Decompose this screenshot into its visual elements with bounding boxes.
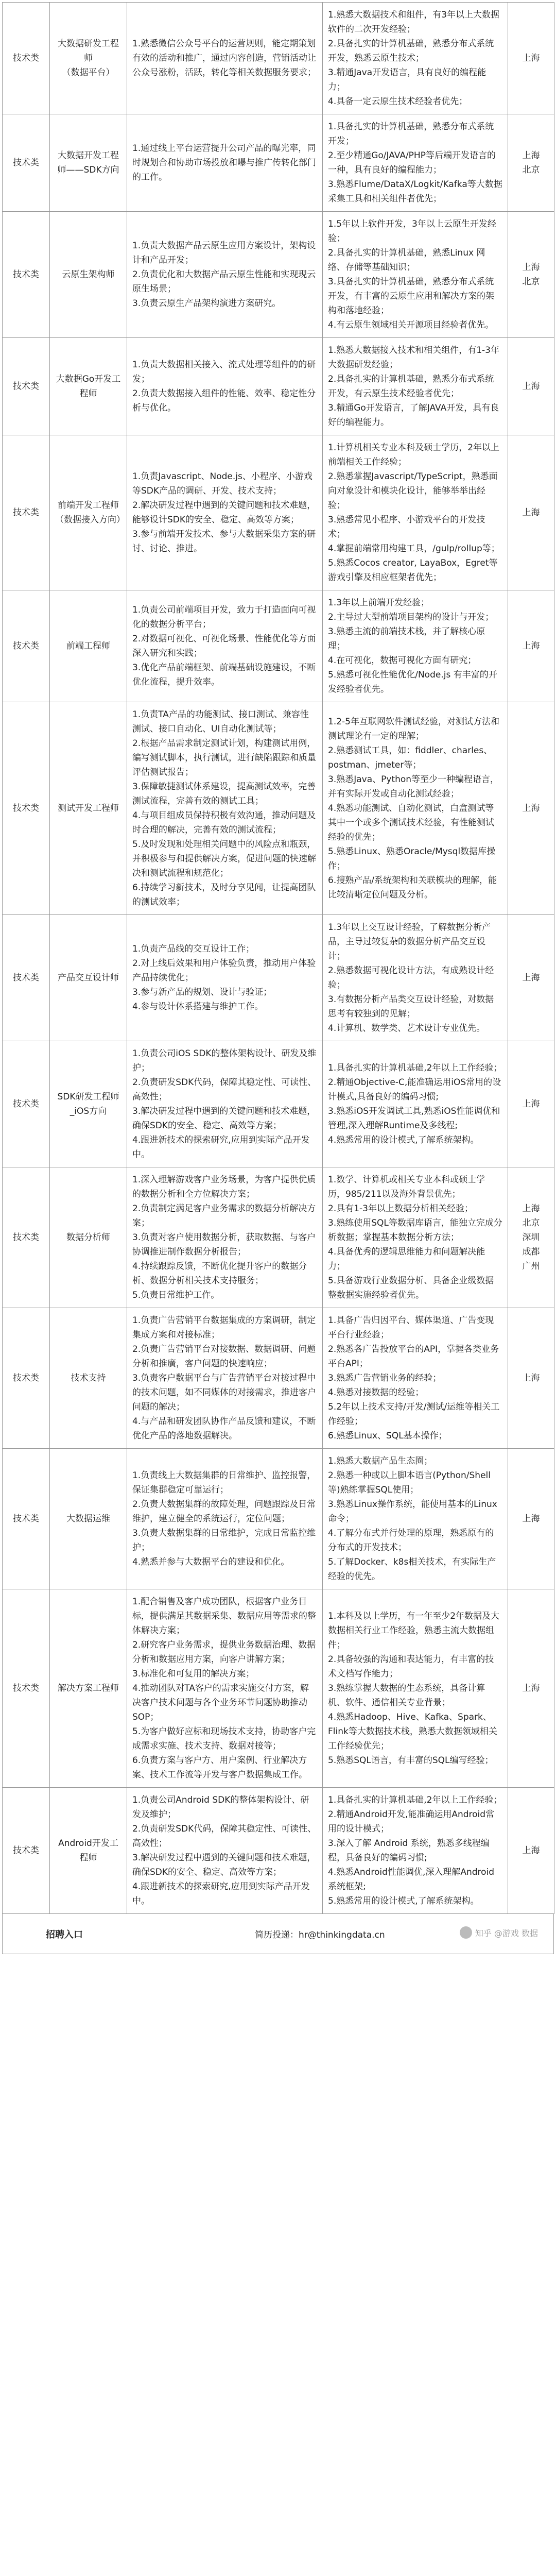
job-location-line: 上海 <box>522 1514 540 1524</box>
job-duty-line: 2.对上线后效果和用户体验负责，推动用户体验产品持续优化； <box>132 958 316 983</box>
job-requirement-line: 4.了解分布式并行处理的原理，熟悉原有的分布式的开发技术； <box>328 1528 494 1553</box>
job-title-cell <box>50 3 127 114</box>
job-location-line: 广州 <box>522 1261 540 1272</box>
job-row <box>3 1589 554 1788</box>
job-category-cell <box>3 338 50 435</box>
job-row <box>3 212 554 338</box>
job-category-cell <box>3 114 50 212</box>
job-duty-line: 3.解决研发过程中遇到的关键问题和技术难题，确保SDK的安全、稳定、高效等方案； <box>132 1853 316 1877</box>
job-requirements-cell <box>323 1788 508 1914</box>
job-duty-line: 2.负责制定满足客户业务需求的数据分析解决方案； <box>132 1204 316 1228</box>
job-duty-line: 2.负责大数据集群的故障处理，问题跟踪及日常维护，建立健全的系统运行，定位问题； <box>132 1499 316 1524</box>
job-requirement-line: 4.熟悉常用的设计模式,了解系统架构。 <box>328 1135 479 1145</box>
job-requirements-cell <box>323 435 508 590</box>
job-title-cell <box>50 212 127 338</box>
job-requirements-cell <box>323 590 508 702</box>
job-duty-line: 3.优化产品前端框架、前端基础设施建设，不断优化流程，提升效率。 <box>132 663 316 687</box>
job-category-cell <box>3 1308 50 1449</box>
job-duty-line: 3.参与前端开发技术、参与大数据采集方案的研讨、讨论、推进。 <box>132 529 316 554</box>
job-duties-cell <box>127 915 323 1041</box>
job-title-line: 解决方案工程师 <box>58 1683 119 1693</box>
job-title-line: 大数据开发工程师——SDK方向 <box>57 150 119 175</box>
job-requirement-line: 1.熟悉大数据接入技术和相关组件，有1-3年大数据研发经验； <box>328 345 499 370</box>
resume-email-text[interactable]: 简历投递：hr@thinkingdata.cn <box>255 1930 385 1940</box>
job-duty-line: 4.熟悉并参与大数据平台的建设和优化。 <box>132 1557 290 1567</box>
job-requirement-line: 2.熟悉掌握Javascript/TypeScript，熟悉面向对象设计和模块化设计，能够举举出经验； <box>328 471 498 511</box>
job-duty-line: 4.与项目组成员保持积极有效沟通，推动问题及时合理的解决，完善有效的测试流程； <box>132 810 316 835</box>
job-requirement-line: 2.具有1-3年以上数据分析相关经验； <box>328 1204 473 1214</box>
job-location-cell <box>508 915 554 1041</box>
job-duty-line: 1.负责公司前端项目开发，致力于打造面向可视化的数据分析平台； <box>132 605 316 630</box>
job-requirement-line: 2.主导过大型前端项目架构的设计与开发； <box>328 612 494 622</box>
job-title-line: （数据接入方向） <box>55 515 125 525</box>
job-requirement-line: 3.熟悉广告营销业务的经验； <box>328 1373 442 1383</box>
job-requirement-line: 1.3年以上交互设计经验，了解数据分析产品，主导过较复杂的数据分析产品交互设计； <box>328 922 491 961</box>
watermark-text: 知乎 @游戏 数据 <box>475 1928 538 1938</box>
job-title-cell <box>50 338 127 435</box>
job-requirement-line: 1.具备广告归因平台、媒体渠道、广告变现平台行业经验； <box>328 1315 494 1340</box>
job-requirement-line: 3.熟悉主流的前端技术栈，并了解核心原理； <box>328 626 485 651</box>
job-requirement-line: 3.熟悉Flume/DataX/Logkit/Kafka等大数据采集工具和相关组件者优先； <box>328 179 502 204</box>
job-requirements-cell <box>323 1449 508 1589</box>
job-requirement-line: 1.2-5年互联网软件测试经验，对测试方法和测试理论有一定的理解； <box>328 717 499 741</box>
job-duties-cell <box>127 338 323 435</box>
job-location-line: 上海 <box>522 803 540 814</box>
job-requirement-line: 5.熟悉常用的设计模式,了解系统架构。 <box>328 1896 479 1906</box>
job-duty-line: 4.跟进新技术的探索研究,应用到实际产品开发中。 <box>132 1882 310 1906</box>
job-duties-cell <box>127 1167 323 1308</box>
job-duties-cell <box>127 114 323 212</box>
job-row <box>3 3 554 114</box>
job-requirement-line: 5.熟悉Cocos creator, LayaBox，Egret等游戏引擎及相应框架者优先； <box>328 558 498 583</box>
job-requirement-line: 2.至少精通Go/JAVA/PHP等后端开发语言的一种，具有良好的编程能力； <box>328 150 496 175</box>
job-requirement-line: 3.具备扎实的计算机基础，熟悉分布式系统开发，有丰富的云原生应用和解决方案的架构和落地经验； <box>328 277 494 316</box>
job-location-line: 上海 <box>522 641 540 651</box>
job-requirement-line: 4.具备一定云原生技术经验者优先； <box>328 96 468 107</box>
job-duty-line: 2.负责研发SDK代码，保障其稳定性、可读性、高效性； <box>132 1077 317 1102</box>
job-duty-line: 1.负责公司Android SDK的整体架构设计、研发及维护； <box>132 1795 309 1820</box>
job-duty-line: 5.为客户做好应标和现场技术支持，协助客户完成需求实施、技术支持、数据对接等； <box>132 1726 316 1751</box>
job-category-cell <box>3 435 50 590</box>
job-duty-line: 2.负责研发SDK代码，保障其稳定性、可读性、高效性； <box>132 1824 317 1849</box>
job-duty-line: 3.负责客户数据平台与广告营销平台对接过程中的技术问题，如不同媒体的对接需求，推进客户问题的解决； <box>132 1373 316 1412</box>
job-location-cell <box>508 435 554 590</box>
job-requirement-line: 2.熟悉一种或以上脚本语言(Python/Shell等)熟练掌握SQL使用； <box>328 1470 491 1495</box>
job-duty-line: 4.与产品和研发团队协作产品反馈和建议，不断优化产品的落地数据解决。 <box>132 1416 316 1441</box>
job-title-cell <box>50 1449 127 1589</box>
job-requirements-cell <box>323 3 508 114</box>
job-requirement-line: 4.在可视化，数据可视化方面有研究； <box>328 655 477 666</box>
job-location-cell <box>508 590 554 702</box>
job-location-line: 北京 <box>522 1218 540 1228</box>
job-title-line: 大数据研发工程师 <box>58 39 119 63</box>
job-category-cell <box>3 1449 50 1589</box>
job-location-line: 上海 <box>522 1373 540 1383</box>
job-category: 技术类 <box>13 53 39 63</box>
job-requirement-line: 3.熟悉常见小程序、小游戏平台的开发技术； <box>328 515 485 539</box>
job-duties-cell <box>127 1589 323 1788</box>
job-row <box>3 1788 554 1914</box>
job-category: 技术类 <box>13 1683 39 1693</box>
job-requirement-line: 1.5年以上软件开发，3年以上云原生开发经验； <box>328 219 496 244</box>
job-location-cell <box>508 1167 554 1308</box>
job-category: 技术类 <box>13 1099 39 1109</box>
job-requirement-line: 2.熟悉各广告投放平台的API，掌握各类业务平台API； <box>328 1344 499 1369</box>
job-category-cell <box>3 1589 50 1788</box>
job-title-cell <box>50 114 127 212</box>
job-requirements-cell <box>323 915 508 1041</box>
job-requirement-line: 6.熟悉Linux、SQL基本操作； <box>328 1431 447 1441</box>
job-category: 技术类 <box>13 1845 39 1856</box>
job-title-cell <box>50 915 127 1041</box>
job-category: 技术类 <box>13 973 39 983</box>
job-category: 技术类 <box>13 507 39 518</box>
job-requirement-line: 5.熟悉SQL语言，有丰富的SQL编写经验； <box>328 1755 494 1766</box>
job-duty-line: 2.根据产品需求制定测试计划，构建测试用例，编写测试脚本，执行测试，进行缺陷跟踪和质量评估测试报告； <box>132 738 316 777</box>
job-category: 技术类 <box>13 1373 39 1383</box>
jobs-table <box>2 2 554 1914</box>
job-title-cell <box>50 1167 127 1308</box>
job-title-line: 云原生架构师 <box>62 269 115 280</box>
job-location-line: 上海 <box>522 1683 540 1693</box>
job-category: 技术类 <box>13 158 39 168</box>
job-title-line: （数据平台） <box>62 67 115 78</box>
job-requirement-line: 3.熟悉Linux操作系统，能使用基本的Linux命令； <box>328 1499 497 1524</box>
job-title-line: 测试开发工程师 <box>58 803 119 814</box>
job-title-cell <box>50 435 127 590</box>
job-requirement-line: 1.计算机相关专业本科及硕士学历，2年以上前端相关工作经验； <box>328 443 500 467</box>
job-category-cell <box>3 1167 50 1308</box>
job-title-line: 技术支持 <box>71 1373 106 1383</box>
job-row <box>3 590 554 702</box>
job-requirements-cell <box>323 1308 508 1449</box>
job-location-line: 上海 <box>522 53 540 63</box>
job-duty-line: 6.负责方案与客户方、用户案例、行业解决方案、技术工作流等开发与客户数据集成工作。 <box>132 1755 307 1780</box>
job-duties-cell <box>127 212 323 338</box>
job-requirement-line: 3.有数据分析产品类交互设计经验，对数据思考有较独到的见解； <box>328 994 494 1019</box>
job-requirement-line: 2.具备扎实的计算机基础，熟悉分布式系统开发，熟悉云原生技术； <box>328 39 494 63</box>
job-requirement-line: 3.熟悉iOS开发调试工具,熟悉iOS性能调优和管理,深入理解Runtime及多线程; <box>328 1106 500 1131</box>
recruitment-entry-label: 招聘入口 <box>46 1929 83 1940</box>
job-duty-line: 2.负责优化和大数据产品云原生性能和实现现云原生场景； <box>132 269 316 294</box>
job-requirement-line: 1.3年以上前端开发经验； <box>328 598 430 608</box>
job-duty-line: 4.持续跟踪反馈，不断优化提升客户的数据分析、数据分析相关技术支持服务； <box>132 1261 307 1286</box>
job-requirement-line: 5.了解Docker、k8s相关技术，有实际生产经验的优先。 <box>328 1557 496 1582</box>
job-category: 技术类 <box>13 803 39 814</box>
job-duties-cell <box>127 590 323 702</box>
job-requirement-line: 5.具备游戏行业数据分析、具备企业级数据整数据实施经验者优先。 <box>328 1276 494 1300</box>
job-duty-line: 1.负责大数据产品云原生应用方案设计，架构设计和产品开发； <box>132 241 316 265</box>
job-duty-line: 2.负责大数据接入组件的性能、效率、稳定性分析与优化。 <box>132 388 316 413</box>
job-duty-line: 3.解决研发过程中遇到的关键问题和技术难题，确保SDK的安全、稳定、高效等方案； <box>132 1106 316 1131</box>
job-duty-line: 3.参与新产品的规划、设计与验证； <box>132 987 272 997</box>
job-requirement-line: 6.搜熟产品/系统架构和关联模块的理解，能比较清晰定位问题及分析。 <box>328 875 497 900</box>
job-title-cell <box>50 1308 127 1449</box>
job-requirement-line: 1.本科及以上学历，有一年至少2年数据及大数据相关行业工作经验，熟悉主流大数据组件； <box>328 1611 500 1650</box>
job-requirement-line: 1.熟悉大数据产品生态圈； <box>328 1456 433 1466</box>
job-title-line: 前端开发工程师 <box>58 500 119 511</box>
job-category: 技术类 <box>13 641 39 651</box>
job-location-line: 北京 <box>522 165 540 175</box>
job-requirement-line: 2.精通Android开发,能准确运用Android常用的设计模式； <box>328 1809 495 1834</box>
job-duty-line: 1.配合销售及客户成功团队，根据客户业务目标，提供满足其数据采集、数据应用等需求的整体解决方案； <box>132 1597 316 1636</box>
job-requirement-line: 4.计算机、数学类、艺术设计专业优先。 <box>328 1023 485 1033</box>
job-requirement-line: 4.熟悉对接数据的经验； <box>328 1387 424 1398</box>
job-requirement-line: 5.熟悉Linux、熟悉Oracle/Mysql数据库操作； <box>328 846 496 871</box>
job-title-line: 大数据运维 <box>66 1514 110 1524</box>
job-requirements-cell <box>323 1041 508 1167</box>
job-location-cell <box>508 3 554 114</box>
job-title-line: SDK研发工程师_iOS方向 <box>57 1092 119 1116</box>
job-category: 技术类 <box>13 1514 39 1524</box>
job-requirement-line: 3.熟练使用SQL等数据库语言，能独立完成分析数据；掌握基本数据分析方法； <box>328 1218 502 1243</box>
job-location-cell <box>508 212 554 338</box>
job-duty-line: 5.负责日常维护工作。 <box>132 1290 220 1300</box>
job-row <box>3 1041 554 1167</box>
job-duty-line: 1.负责公司iOS SDK的整体架构设计、研发及维护； <box>132 1048 317 1073</box>
job-title-cell <box>50 1589 127 1788</box>
job-category-cell <box>3 915 50 1041</box>
job-requirement-line: 4.掌握前端常用构建工具，/gulp/rollup等； <box>328 544 500 554</box>
job-location-cell <box>508 1589 554 1788</box>
job-location-cell <box>508 1308 554 1449</box>
job-location-line: 上海 <box>522 150 540 161</box>
job-title-line: 数据分析师 <box>66 1232 110 1243</box>
job-duty-line: 4.推动团队对TA客户的需求实施交付方案，解决客户技术问题与各个业务环节问题协助推动SOP； <box>132 1683 309 1722</box>
job-requirement-line: 4.熟悉Hadoop、Hive、Kafka、Spark、Flink等大数据技术栈，熟悉大数据领域相关工作经验优先； <box>328 1712 497 1751</box>
jobs-table-body <box>3 3 554 1914</box>
job-duty-line: 4.参与设计体系搭建与维护工作。 <box>132 1002 264 1012</box>
job-requirement-line: 1.具备扎实的计算机基础,2年以上工作经验； <box>328 1063 502 1073</box>
job-location-cell <box>508 114 554 212</box>
job-requirement-line: 2.熟悉数据可视化设计方法，有成熟设计经验； <box>328 965 494 990</box>
job-duty-line: 1.负责广告营销平台数据集成的方案调研，制定集成方案和对接标准； <box>132 1315 316 1340</box>
job-row <box>3 1449 554 1589</box>
job-requirement-line: 5.2年以上技术支持/开发/测试/运维等相关工作经验； <box>328 1402 500 1427</box>
job-duty-line: 3.负责对客户使用数据分析，获取数据、与客户协调推进制作数据分析报告； <box>132 1232 316 1257</box>
job-requirements-cell <box>323 114 508 212</box>
job-location-line: 上海 <box>522 1845 540 1856</box>
job-location-line: 上海 <box>522 381 540 392</box>
job-location-line: 成都 <box>522 1247 540 1257</box>
job-row <box>3 1167 554 1308</box>
job-requirements-cell <box>323 1589 508 1788</box>
avatar-icon <box>460 1926 472 1939</box>
job-row <box>3 338 554 435</box>
job-location-line: 上海 <box>522 1099 540 1109</box>
job-category: 技术类 <box>13 381 39 392</box>
job-duty-line: 1.负责Javascript、Node.js、小程序、小游戏等SDK产品的调研、开发、技术支持； <box>132 471 312 496</box>
job-duty-line: 3.保障敏捷测试体系建设，提高测试效率，完善测试流程，完善有效的测试工具； <box>132 782 316 806</box>
job-title-cell <box>50 590 127 702</box>
job-duty-line: 1.负责大数据相关接入、流式处理等组件的的研发； <box>132 360 316 384</box>
job-row <box>3 114 554 212</box>
job-duties-cell <box>127 702 323 915</box>
job-location-line: 北京 <box>522 277 540 287</box>
job-requirement-line: 3.精通Java开发语言，具有良好的编程能力； <box>328 67 486 92</box>
job-requirements-cell <box>323 338 508 435</box>
job-requirement-line: 2.精通Objective-C,能准确运用iOS常用的设计模式,具备良好的编码习惯; <box>328 1077 501 1102</box>
job-requirement-line: 4.熟悉功能测试、自动化测试，白盒测试等其中一个或多个测试技术经验，有性能测试经验的优先； <box>328 803 494 842</box>
job-duties-cell <box>127 435 323 590</box>
job-duties-cell <box>127 3 323 114</box>
job-requirement-line: 2.熟悉测试工具，如：fiddler、charles、postman、jmeter等； <box>328 745 493 770</box>
job-row <box>3 1308 554 1449</box>
job-title-line: 产品交互设计师 <box>58 973 119 983</box>
job-requirement-line: 2.具备扎实的计算机基础，熟悉分布式系统开发，有云原生技术经验者优先； <box>328 374 494 399</box>
job-requirement-line: 1.数学、计算机或相关专业本科或硕士学历，985/211以及海外背景优先； <box>328 1175 485 1199</box>
job-duties-cell <box>127 1788 323 1914</box>
job-duty-line: 2.解决研发过程中遇到的关键问题和技术难题，能够设计SDK的安全、稳定、高效等方案； <box>132 500 316 525</box>
job-location-line: 上海 <box>522 1204 540 1214</box>
job-title-cell <box>50 702 127 915</box>
job-location-line: 上海 <box>522 507 540 518</box>
job-category-cell <box>3 590 50 702</box>
job-category: 技术类 <box>13 269 39 280</box>
job-duty-line: 1.深入理解游戏客户业务场景，为客户提供优质的数据分析和全方位解决方案； <box>132 1175 316 1199</box>
job-duty-line: 1.负责TA产品的功能测试、接口测试、兼容性测试、接口自动化、UI自动化测试等； <box>132 709 309 734</box>
job-requirement-line: 2.具备扎实的计算机基础，熟悉Linux 网络、存储等基础知识； <box>328 248 485 273</box>
job-duty-line: 1.熟悉微信公众号平台的运营规则，能定期策划有效的活动和推广，通过内容创造，营销活动让公众号涨粉，活跃，转化等相关数据服务要求； <box>132 39 316 78</box>
job-requirement-line: 3.熟练掌握大数据的生态系统，具备计算机、软件、通信相关专业背景； <box>328 1683 485 1708</box>
job-category-cell <box>3 3 50 114</box>
job-requirement-line: 3.精通Go开发语言，了解JAVA开发，具有良好的编程能力。 <box>328 403 499 428</box>
job-duty-line: 3.标准化和可复用的解决方案； <box>132 1669 255 1679</box>
job-requirement-line: 1.熟悉大数据技术和组件，有3年以上大数据软件的二次开发经验； <box>328 10 500 35</box>
job-location-line: 上海 <box>522 973 540 983</box>
job-requirements-cell <box>323 1167 508 1308</box>
job-duty-line: 2.研究客户业务需求，提供业务数据治理、数据分析和数据应用方案，向客户讲解方案； <box>132 1640 316 1665</box>
job-title-cell <box>50 1788 127 1914</box>
job-requirement-line: 1.具备扎实的计算机基础,2年以上工作经验； <box>328 1795 502 1805</box>
job-row <box>3 915 554 1041</box>
job-requirement-line: 2.具备较强的沟通和表达能力，有丰富的技术文档写作能力； <box>328 1654 494 1679</box>
job-title-cell <box>50 1041 127 1167</box>
job-duty-line: 1.负责产品线的交互设计工作； <box>132 944 255 954</box>
job-duty-line: 4.跟进新技术的探索研究,应用到实际产品开发中。 <box>132 1135 310 1160</box>
job-duties-cell <box>127 1449 323 1589</box>
job-title-line: 大数据Go开发工程师 <box>56 374 121 399</box>
job-duties-cell <box>127 1308 323 1449</box>
job-category: 技术类 <box>13 1232 39 1243</box>
job-requirement-line: 4.熟悉Android性能调优,深入理解Android系统框架; <box>328 1867 495 1892</box>
job-duty-line: 2.对数据可视化、可视化场景、性能优化等方面深入研究和实践； <box>132 634 316 658</box>
job-location-cell <box>508 702 554 915</box>
job-duties-cell <box>127 1041 323 1167</box>
job-row <box>3 435 554 590</box>
job-duty-line: 3.负责云原生产品架构演进方案研究。 <box>132 298 281 309</box>
job-location-line: 深圳 <box>522 1232 540 1243</box>
job-category-cell <box>3 212 50 338</box>
job-category-cell <box>3 702 50 915</box>
job-requirement-line: 1.具备扎实的计算机基础，熟悉分布式系统开发； <box>328 122 494 146</box>
job-location-line: 上海 <box>522 262 540 273</box>
watermark <box>460 1926 538 1939</box>
job-requirement-line: 4.具备优秀的逻辑思维能力和问题解决能力； <box>328 1247 485 1272</box>
job-requirement-line: 4.有云原生领域相关开源项目经验者优先。 <box>328 320 494 330</box>
job-requirement-line: 3.深入了解 Android 系统，熟悉多线程编程，具备良好的编码习惯; <box>328 1838 490 1863</box>
job-location-cell <box>508 1449 554 1589</box>
job-requirements-cell <box>323 212 508 338</box>
job-category-cell <box>3 1041 50 1167</box>
job-duty-line: 6.持续学习新技术，及时分享见闻，让提高团队的测试效率； <box>132 883 316 907</box>
job-location-cell <box>508 1788 554 1914</box>
job-category-cell <box>3 1788 50 1914</box>
job-requirement-line: 3.熟悉Java、Python等至少一种编程语言，并有实际开发或自动化测试经验； <box>328 774 499 799</box>
job-duty-line: 5.及时发现和处理相关问题中的风险点和瓶颈，并积极参与和提供解决方案，促进问题的快速解决和测试流程和规范化； <box>132 839 316 878</box>
job-title-line: Android开发工程师 <box>58 1838 118 1863</box>
job-location-cell <box>508 338 554 435</box>
job-duty-line: 1.通过线上平台运营提升公司产品的曝光率，同时规划合和协助市场投放和曝与推广传转化部门的工作。 <box>132 143 316 182</box>
job-title-line: 前端工程师 <box>66 641 110 651</box>
job-requirements-cell <box>323 702 508 915</box>
job-location-cell <box>508 1041 554 1167</box>
job-row <box>3 702 554 915</box>
job-duty-line: 3.负责大数据集群的日常维护，完成日常监控维护； <box>132 1528 316 1553</box>
footer-bar <box>2 1914 554 1954</box>
job-duty-line: 1.负责线上大数据集群的日常维护、监控报警，保证集群稳定可靠运行； <box>132 1470 316 1495</box>
job-duty-line: 2.负责广告营销平台对接数据、数据调研、问题分析和推廣，客户问题的快速响应； <box>132 1344 316 1369</box>
job-requirement-line: 5.熟悉可视化性能优化/Node.js 有丰富的开发经验者优先。 <box>328 670 497 694</box>
